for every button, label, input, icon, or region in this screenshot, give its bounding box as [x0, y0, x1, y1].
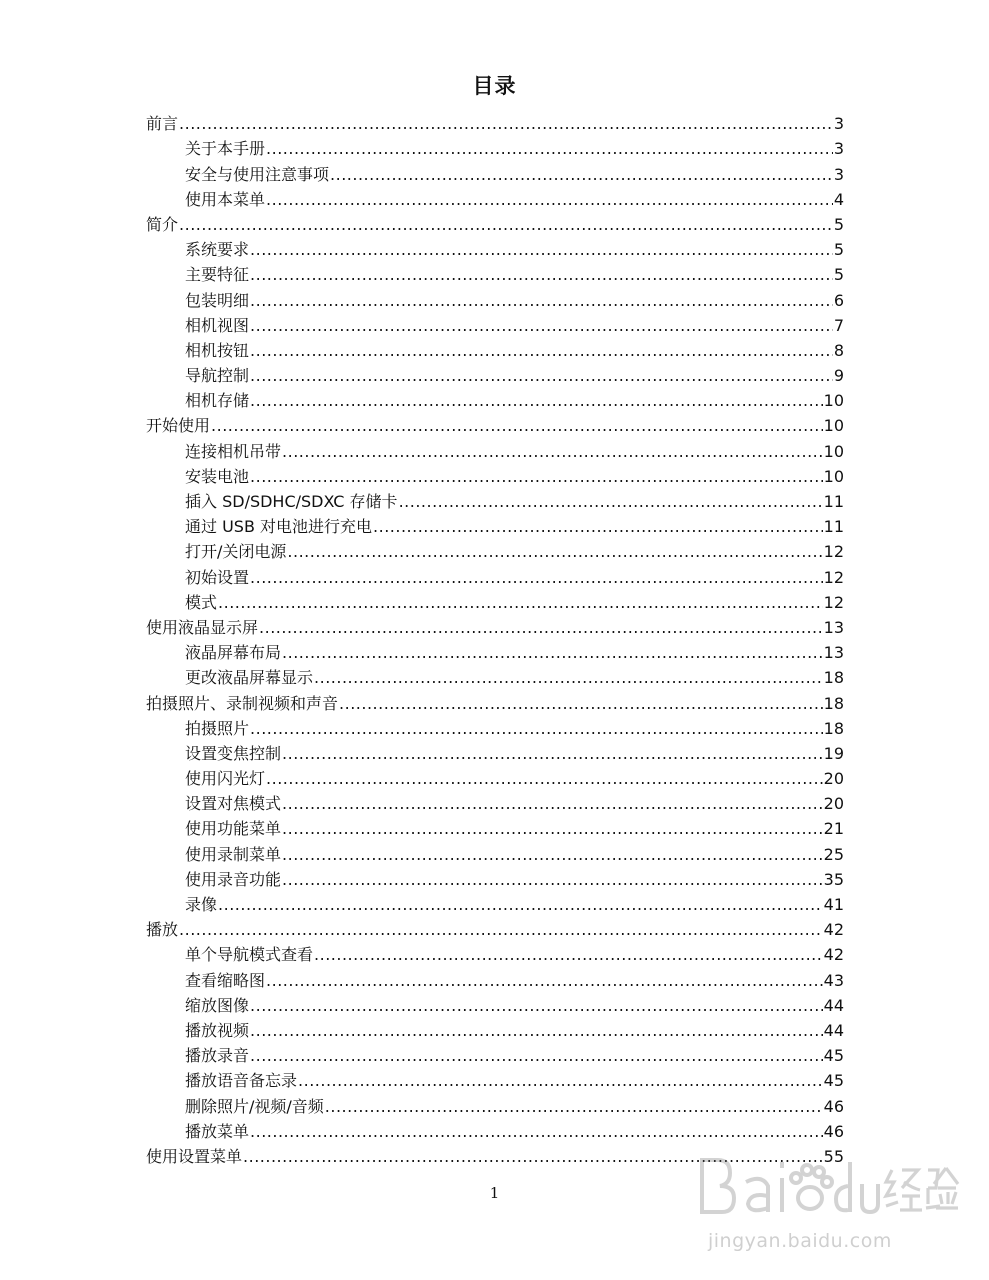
toc-section-entry[interactable] — [146, 1067, 844, 1092]
toc-entry-page: 19 — [823, 743, 844, 763]
toc-section-entry[interactable] — [146, 488, 844, 513]
toc-entry-page: 10 — [823, 441, 844, 461]
toc-entry-page: 4 — [833, 189, 844, 209]
toc-section-entry[interactable] — [146, 1017, 844, 1042]
toc-entry-title: 初始设置 — [185, 567, 250, 587]
toc-entry-title: 播放菜单 — [185, 1121, 250, 1141]
toc-dot-leader — [250, 341, 833, 362]
toc-entry-title: 使用设置菜单 — [146, 1146, 243, 1166]
toc-entry-title: 设置对焦模式 — [185, 794, 282, 814]
toc-entry-page: 42 — [823, 945, 844, 965]
page-number: 1 — [489, 1184, 500, 1202]
toc-dot-leader — [250, 996, 823, 1017]
toc-section-entry[interactable] — [146, 261, 844, 286]
toc-dot-leader — [218, 895, 823, 916]
toc-entry-page: 46 — [823, 1121, 844, 1141]
toc-chapter-entry[interactable] — [146, 412, 844, 437]
toc-dot-leader — [282, 744, 823, 765]
toc-entry-title: 导航控制 — [185, 366, 250, 386]
toc-section-entry[interactable] — [146, 715, 844, 740]
toc-section-entry[interactable] — [146, 236, 844, 261]
toc-section-entry[interactable] — [146, 312, 844, 337]
toc-entry-page: 41 — [823, 895, 844, 914]
watermark-url: jingyan.baidu.com — [708, 1230, 892, 1252]
toc-entry-page: 10 — [823, 466, 844, 486]
toc-entry-title: 播放视频 — [185, 1020, 250, 1040]
toc-entry-page: 21 — [823, 819, 844, 839]
toc-entry-title: 录像 — [185, 895, 218, 914]
toc-entry-title: 相机视图 — [185, 315, 250, 335]
toc-section-entry[interactable] — [146, 966, 844, 991]
toc-entry-title: 播放录音 — [185, 1046, 250, 1066]
toc-entry-page: 18 — [823, 718, 844, 738]
toc-entry-title: 插入 SD/SDHC/SDXC 存储卡 — [185, 492, 398, 511]
toc-dot-leader — [179, 114, 833, 135]
toc-entry-page: 12 — [823, 542, 844, 562]
toc-section-entry[interactable] — [146, 992, 844, 1017]
toc-dot-leader — [330, 165, 833, 186]
toc-dot-leader — [250, 366, 833, 387]
toc-entry-title: 更改液晶屏幕显示 — [185, 668, 314, 688]
toc-chapter-entry[interactable] — [146, 110, 844, 135]
toc-entry-page: 5 — [833, 265, 844, 285]
toc-dot-leader — [250, 1122, 823, 1143]
baidu-jingyan-logo — [690, 1148, 960, 1230]
toc-section-entry[interactable] — [146, 740, 844, 765]
toc-entry-page: 18 — [823, 668, 844, 688]
toc-entry-page: 20 — [823, 794, 844, 814]
toc-entry-title: 缩放图像 — [185, 995, 250, 1015]
toc-entry-page: 3 — [833, 114, 844, 134]
toc-entry-title: 相机按钮 — [185, 340, 250, 360]
toc-dot-leader — [399, 492, 823, 513]
toc-entry-page: 12 — [823, 567, 844, 587]
toc-dot-leader — [266, 971, 823, 992]
toc-entry-page: 5 — [833, 240, 844, 260]
toc-entry-page: 3 — [833, 164, 844, 184]
toc-dot-leader — [282, 794, 823, 815]
toc-dot-leader — [314, 668, 823, 689]
toc-dot-leader — [250, 1021, 823, 1042]
toc-entry-page: 10 — [823, 391, 844, 411]
toc-section-entry[interactable] — [146, 362, 844, 387]
toc-entry-title: 系统要求 — [185, 240, 250, 260]
toc-entry-page: 44 — [823, 1020, 844, 1040]
toc-entry-title: 模式 — [185, 592, 218, 612]
toc-entry-page: 55 — [823, 1146, 844, 1166]
toc-entry-title: 拍摄照片、录制视频和声音 — [146, 693, 339, 713]
toc-dot-leader — [266, 769, 823, 790]
toc-dot-leader — [298, 1071, 823, 1092]
toc-chapter-entry[interactable] — [146, 614, 844, 639]
toc-entry-title: 使用本菜单 — [185, 189, 266, 209]
toc-section-entry[interactable] — [146, 135, 844, 160]
toc-entry-page: 11 — [823, 517, 844, 537]
toc-dot-leader — [373, 517, 823, 538]
toc-entry-page: 13 — [823, 643, 844, 663]
toc-entry-page: 25 — [823, 844, 844, 864]
toc-entry-title: 设置变焦控制 — [185, 743, 282, 763]
toc-entry-title: 拍摄照片 — [185, 718, 250, 738]
toc-entry-title: 使用录音功能 — [185, 869, 282, 889]
toc-section-entry[interactable] — [146, 186, 844, 211]
toc-entry-title: 打开/关闭电源 — [185, 542, 287, 562]
toc-entry-title: 安装电池 — [185, 466, 250, 486]
toc-section-entry[interactable] — [146, 840, 844, 865]
toc-section-entry[interactable] — [146, 1092, 844, 1117]
toc-entry-title: 安全与使用注意事项 — [185, 164, 330, 184]
toc-entry-title: 使用录制菜单 — [185, 844, 282, 864]
toc-entry-page: 9 — [833, 366, 844, 386]
toc-entry-page: 45 — [823, 1046, 844, 1066]
toc-dot-leader — [282, 845, 823, 866]
toc-dot-leader — [211, 416, 823, 437]
toc-dot-leader — [250, 467, 823, 488]
toc-dot-leader — [250, 568, 823, 589]
toc-dot-leader — [266, 190, 833, 211]
toc-dot-leader — [250, 719, 823, 740]
toc-section-entry[interactable] — [146, 1118, 844, 1143]
page-title: 目录 — [472, 74, 517, 98]
toc-section-entry[interactable] — [146, 815, 844, 840]
toc-entry-page: 6 — [833, 290, 844, 310]
toc-entry-title: 包装明细 — [185, 290, 250, 310]
toc-dot-leader — [282, 643, 823, 664]
toc-entry-title: 使用闪光灯 — [185, 769, 266, 789]
toc-dot-leader — [250, 316, 833, 337]
toc-entry-title: 主要特征 — [185, 265, 250, 285]
toc-entry-page: 20 — [823, 769, 844, 789]
toc-dot-leader — [325, 1097, 823, 1118]
toc-entry-page: 18 — [823, 693, 844, 713]
baidu-jingyan-watermark — [690, 1148, 960, 1268]
toc-entry-title: 单个导航模式查看 — [185, 945, 314, 965]
toc-section-entry[interactable] — [146, 790, 844, 815]
toc-entry-title: 开始使用 — [146, 416, 211, 436]
toc-entry-title: 使用液晶显示屏 — [146, 617, 259, 637]
toc-entry-page: 44 — [823, 995, 844, 1015]
toc-entry-page: 11 — [823, 492, 844, 511]
toc-dot-leader — [339, 694, 823, 715]
toc-chapter-entry[interactable] — [146, 689, 844, 714]
toc-section-entry[interactable] — [146, 387, 844, 412]
toc-section-entry[interactable] — [146, 891, 844, 916]
toc-entry-title: 液晶屏幕布局 — [185, 643, 282, 663]
toc-chapter-entry[interactable] — [146, 211, 844, 236]
toc-section-entry[interactable] — [146, 866, 844, 891]
toc-dot-leader — [250, 291, 833, 312]
toc-section-entry[interactable] — [146, 463, 844, 488]
toc-entry-page: 8 — [833, 340, 844, 360]
table-of-contents — [146, 110, 844, 1168]
toc-entry-page: 10 — [823, 416, 844, 436]
toc-dot-leader — [287, 542, 822, 563]
toc-section-entry[interactable] — [146, 286, 844, 311]
toc-section-entry[interactable] — [146, 589, 844, 614]
toc-section-entry[interactable] — [146, 563, 844, 588]
toc-dot-leader — [250, 240, 833, 261]
toc-entry-title: 删除照片/视频/音频 — [185, 1096, 324, 1116]
toc-dot-leader — [259, 618, 823, 639]
toc-entry-page: 42 — [823, 920, 844, 940]
toc-entry-title: 查看缩略图 — [185, 970, 266, 990]
toc-dot-leader — [179, 920, 823, 941]
toc-dot-leader — [250, 391, 823, 412]
toc-section-entry[interactable] — [146, 160, 844, 185]
toc-dot-leader — [218, 593, 823, 614]
toc-dot-leader — [179, 215, 833, 236]
toc-entry-title: 播放语音备忘录 — [185, 1071, 298, 1091]
toc-entry-page: 7 — [833, 315, 844, 335]
toc-section-entry[interactable] — [146, 337, 844, 362]
toc-dot-leader — [282, 819, 823, 840]
toc-entry-title: 简介 — [146, 214, 179, 234]
toc-entry-page: 12 — [823, 592, 844, 612]
toc-entry-page: 3 — [833, 139, 844, 159]
toc-section-entry[interactable] — [146, 1042, 844, 1067]
toc-section-entry[interactable] — [146, 437, 844, 462]
toc-section-entry[interactable] — [146, 513, 844, 538]
toc-dot-leader — [250, 265, 833, 286]
toc-entry-title: 前言 — [146, 114, 179, 134]
toc-section-entry[interactable] — [146, 765, 844, 790]
toc-section-entry[interactable] — [146, 664, 844, 689]
toc-entry-page: 46 — [823, 1096, 844, 1116]
toc-entry-title: 通过 USB 对电池进行充电 — [185, 517, 373, 537]
toc-entry-page: 45 — [823, 1071, 844, 1091]
toc-entry-title: 播放 — [146, 920, 179, 940]
toc-entry-title: 关于本手册 — [185, 139, 266, 159]
toc-chapter-entry[interactable] — [146, 916, 844, 941]
toc-entry-page: 5 — [833, 214, 844, 234]
toc-dot-leader — [282, 870, 823, 891]
toc-section-entry[interactable] — [146, 538, 844, 563]
toc-entry-title: 相机存储 — [185, 391, 250, 411]
toc-dot-leader — [266, 139, 833, 160]
toc-dot-leader — [314, 945, 823, 966]
toc-dot-leader — [250, 1046, 823, 1067]
toc-entry-page: 35 — [823, 869, 844, 889]
toc-section-entry[interactable] — [146, 639, 844, 664]
toc-entry-title: 连接相机吊带 — [185, 441, 282, 461]
toc-section-entry[interactable] — [146, 941, 844, 966]
toc-entry-title: 使用功能菜单 — [185, 819, 282, 839]
toc-entry-page: 13 — [823, 617, 844, 637]
toc-entry-page: 43 — [823, 970, 844, 990]
toc-dot-leader — [282, 442, 823, 463]
